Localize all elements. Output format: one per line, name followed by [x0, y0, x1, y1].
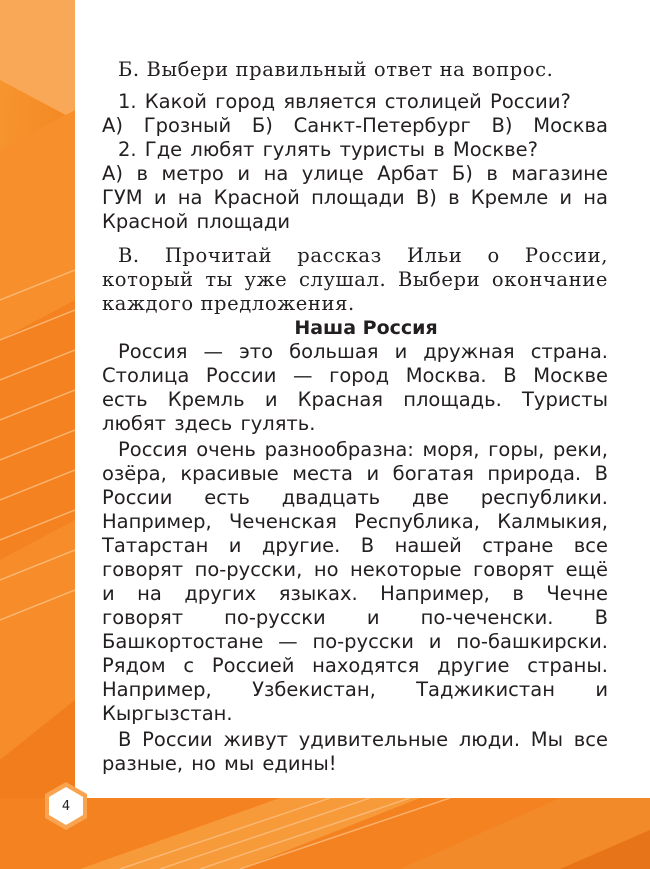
task-b-question-2-options: А) в метро и на улице Арбат Б) в магазине ГУМ и на Красной площади В) в Кремле и на Красной площади — [102, 162, 608, 233]
task-b-question-1-options: А) Грозный Б) Санкт-Петербург В) Москва — [102, 114, 608, 137]
task-v-instruction: В. Прочитай рассказ Ильи о России, который ты уже слушал. Выбери окончание каждого предложения. — [102, 244, 608, 315]
task-b-question-1: 1. Какой город является столицей России? — [118, 90, 571, 113]
page-content — [102, 58, 608, 776]
story — [102, 316, 608, 776]
page-number-badge — [40, 780, 92, 832]
task-b — [102, 58, 608, 234]
task-b-question-2: 2. Где любят гулять туристы в Москве? — [118, 138, 539, 161]
task-v — [102, 244, 608, 316]
story-paragraph: В России живут удивительные люди. Мы все разные, но мы едины! — [102, 728, 608, 775]
story-paragraph: Россия — это большая и дружная страна. Столица России — город Москва. В Москве есть Кремль и Красная площадь. Туристы любят здесь гулять. — [102, 340, 608, 435]
page-number: 4 — [61, 798, 71, 814]
story-paragraph: Россия очень разнообразна: моря, горы, реки, озёра, красивые места и богатая природа. В России есть двадцать две республики. Например, Чеченская Республика, Калмыкия, Татарстан и другие. В нашей стране все говорят по-русски, но некоторые говорят ещё и на других языках. Например, в Чечне говорят по-русски и по-чеченски. В Башкортостане — по-русски и по-башкирски. Рядом с Россией находятся другие страны. Например, Узбекистан, Таджикистан и Кыргызстан. — [102, 438, 608, 725]
task-b-instruction: Б. Выбери правильный ответ на вопрос. — [118, 58, 554, 81]
story-title: Наша Россия — [294, 317, 438, 339]
